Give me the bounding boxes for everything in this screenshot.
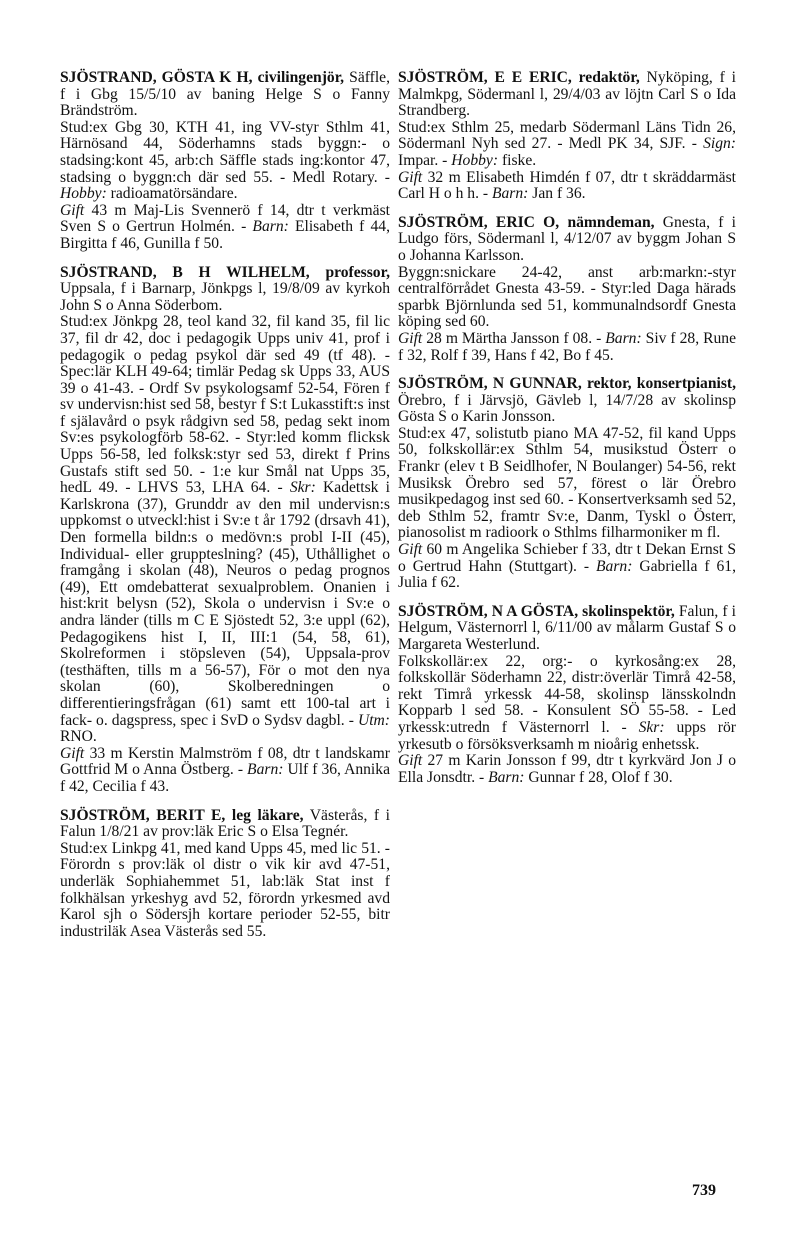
entry-paragraph bbox=[398, 331, 736, 364]
biography-entry bbox=[398, 215, 736, 364]
field-label: Gift bbox=[60, 201, 85, 219]
entry-paragraph bbox=[398, 265, 736, 331]
field-label: Barn: bbox=[596, 557, 633, 575]
entry-text: Folkskollär:ex 22, org:- o kyrkosång:ex 28, folkskollär Söderhamn 22, distr:överlär Timrå 42-58, rekt Timrå yrkessk 44-58, skolinsp länsskolndn Kopparb l sed 58. - Konsulent SÖ 55-58. - Led yrkessk:utredn f Västernorrl l. - bbox=[398, 652, 736, 736]
entry-text: Stud:ex 47, solistutb piano MA 47-52, fil kand Upps 50, folkskollär:ex Sthlm 54, musikstud Österr o Frankr (elev t B Seidlhofer, N Boulanger) 54-56, rekt Musiksk Örebro sed 57, förest o lär Örebro musikpedagog inst sed 60. - Konsertverksamh sed 52, deb Sthlm 52, framtr Sv:e, Danm, Tyskl o Österr, pianosolist m radioork o Sthlms filharmoniker m fl. bbox=[398, 424, 736, 542]
entry-heading-paragraph bbox=[60, 265, 390, 315]
entry-name-heading: SJÖSTRÖM, BERIT E, leg läkare, bbox=[60, 806, 304, 824]
entry-name-heading: SJÖSTRÖM, E E ERIC, redaktör, bbox=[398, 69, 640, 86]
entry-name-heading: SJÖSTRAND, B H WILHELM, professor, bbox=[60, 263, 390, 281]
entry-text: Nyköping, f i Malmkpg, Södermanl l, 29/4/03 av löjtn Carl S o Ida Strandberg. bbox=[398, 69, 736, 120]
biography-entry bbox=[60, 265, 390, 796]
entry-paragraph bbox=[60, 120, 390, 203]
entry-heading-paragraph bbox=[398, 215, 736, 265]
entry-text: 43 m Maj-Lis Svennerö f 14, dtr t verkmäst Sven S o Gertrun Holmén. - bbox=[60, 201, 390, 236]
entry-text: Gnesta, f i Ludgo förs, Södermanl l, 4/12/07 av byggm Johan S o Johanna Karlsson. bbox=[398, 213, 736, 264]
entry-name-heading: SJÖSTRÖM, ERIC O, nämndeman, bbox=[398, 213, 655, 231]
entry-text: Byggn:snickare 24-42, anst arb:markn:-styr centralförrådet Gnesta 43-59. - Styr:led Daga härads sparbk Björnlunda sed 51, kommunalndsordf Gnesta köping sed 60. bbox=[398, 263, 736, 331]
entry-paragraph bbox=[398, 654, 736, 754]
entry-text: Siv f 28, Rune f 32, Rolf f 39, Hans f 42, Bo f 45. bbox=[398, 329, 737, 364]
entry-paragraph bbox=[398, 542, 736, 592]
field-label: Hobby: bbox=[60, 185, 107, 203]
biography-entry bbox=[398, 70, 736, 203]
entry-paragraph bbox=[60, 314, 390, 745]
entry-text: 33 m Kerstin Malmström f 08, dtr t landskamr Gottfrid M o Anna Östberg. - bbox=[60, 744, 390, 779]
entry-text: 28 m Märtha Jansson f 08. - bbox=[422, 329, 606, 347]
entry-heading-paragraph bbox=[398, 70, 736, 120]
entry-text: radioamatörsändare. bbox=[106, 185, 238, 203]
entry-text: Gunnar f 28, Olof f 30. bbox=[524, 768, 673, 786]
entry-text: Impar. - bbox=[398, 151, 452, 169]
entry-name-heading: SJÖSTRAND, GÖSTA K H, civilingenjör, bbox=[60, 69, 345, 86]
field-label: Barn: bbox=[247, 761, 284, 779]
field-label: Barn: bbox=[605, 329, 642, 347]
entry-text: 32 m Elisabeth Himdén f 07, dtr t skräddarmäst Carl H o h h. - bbox=[398, 168, 736, 203]
entry-text: fiske. bbox=[498, 151, 537, 169]
entry-text: Uppsala, f i Barnarp, Jönkpgs l, 19/8/09 av kyrkoh John S o Anna Söderbom. bbox=[60, 280, 390, 314]
entry-text: upps rör yrkesutb o försöksverksamh m nioårig enhetssk. bbox=[398, 718, 736, 753]
entry-text: Örebro, f i Järvsjö, Gävleb l, 14/7/28 av skolinsp Gösta S o Karin Jonsson. bbox=[398, 391, 736, 426]
biography-entry bbox=[60, 808, 390, 941]
entry-text: 60 m Angelika Schieber f 33, dtr t Dekan Ernst S o Gertrud Hahn (Stuttgart). - bbox=[398, 541, 736, 575]
entry-text: Kadettsk i Karlskrona (37), Grunddr av den mil undervisn:s uppkomst o utveckl:hist i Sv:e t år 1792 (drsavh 41), Den formella bildn:s o medövn:s probl I-II (45), Individual- eller gruppteslning? (45), Uthållighet o framgång i skolan (48), Neuros o pedag prognos (49), Ett omdebatterat sexualproblem. Onanien i hist:krit belysn (52), Skola o undervisn i Sv:e o andra länder (tills m C E Sjöstedt 52, 3:e uppl (62), Pedagogikens hist I, II, III:1 (54, 58, 61), Skolreformen i stöpsleven (54), Uppsala-prov (testhäften, tills m a 56-57), För o mot den nya skolan (60), Skolberedningen o differentieringsfrågan (61) samt ett 100-tal art i fack- o. dagspress, spec i SvD o Sydsv dagbl. - bbox=[60, 479, 390, 729]
entry-text: Västerås, f i Falun 1/8/21 av prov:läk Eric S o Elsa Tegnér. bbox=[60, 806, 390, 841]
entry-paragraph bbox=[60, 746, 390, 796]
field-label: Utm: bbox=[357, 711, 390, 729]
field-label: Sign: bbox=[703, 135, 736, 153]
left-column bbox=[60, 70, 390, 952]
entry-text: Ulf f 36, Annika f 42, Cecilia f 43. bbox=[60, 761, 390, 795]
entry-text: Falun, f i Helgum, Västernorrl l, 6/11/00 av målarm Gustaf S o Margareta Westerlund. bbox=[398, 602, 737, 653]
entry-text: 27 m Karin Jonsson f 99, dtr t kyrkvärd Jon J o Ella Jonsdtr. - bbox=[398, 752, 736, 786]
field-label: Hobby: bbox=[451, 151, 499, 169]
page-number: 739 bbox=[692, 1182, 716, 1199]
entry-paragraph bbox=[60, 841, 390, 941]
entry-text: RNO. bbox=[60, 728, 97, 746]
entry-text: Elisabeth f 44, Birgitta f 46, Gunilla f 50. bbox=[60, 218, 390, 252]
entry-text: Stud:ex Jönkpg 28, teol kand 32, fil kand 35, fil lic 37, fil dr 42, doc i pedagogik Upps univ 41, prof i pedagogik o pedag psykol där sed 49 (tf 48). - Spec:lär KLH 49-64; timlär Pedag sk Upps 33, AUS 39 o 41-43. - Ordf Sv psykologsamf 52-54, Fören f sv undervisn:hist sed 58, bestyr f S:t Lukasstift:s inst f själavård o psyk rådgivn sed 58, pedag sekt inom Sv:es psykologförb 58-62. - Styr:led komm flicksk Upps 56-58, led folksk:styr sed 53, direkt f Prins Gustafs stift sed 50. - 1:e kur Smål nat Upps 35, hedL 49. - LHVS 53, LHA 64. - bbox=[60, 313, 390, 497]
entry-text: Säffle, f i Gbg 15/5/10 av baning Helge S o Fanny Brändström. bbox=[60, 69, 391, 120]
biography-entry bbox=[398, 376, 736, 592]
entry-heading-paragraph bbox=[398, 604, 736, 654]
entry-text: Jan f 36. bbox=[528, 185, 586, 203]
entry-paragraph bbox=[398, 170, 736, 203]
biography-entry bbox=[398, 604, 736, 787]
field-label: Barn: bbox=[491, 185, 529, 203]
entry-paragraph bbox=[60, 203, 390, 253]
field-label: Gift bbox=[398, 329, 423, 347]
field-label: Gift bbox=[398, 541, 423, 559]
entry-heading-paragraph bbox=[398, 376, 736, 426]
field-label: Skr: bbox=[638, 718, 665, 736]
field-label: Skr: bbox=[289, 479, 316, 497]
entry-name-heading: SJÖSTRÖM, N GUNNAR, rektor, konsertpianist, bbox=[398, 375, 736, 393]
field-label: Barn: bbox=[488, 768, 525, 786]
field-label: Barn: bbox=[252, 218, 289, 236]
right-column bbox=[398, 70, 736, 798]
biography-entry bbox=[60, 70, 390, 253]
entry-heading-paragraph bbox=[60, 70, 390, 120]
entry-text: Stud:ex Linkpg 41, med kand Upps 45, med lic 51. - Förordn s prov:läk ol distr o vik kir avd 47-51, underläk Sophiahemmet 51, lab:läk Stat inst f folkhälsan yrkeshyg avd 52, förordn yrkesmed avd Karol sjh o Södersjh kortare perioder 52-55, bitr industriläk Asea Västerås sed 55. bbox=[60, 839, 390, 940]
field-label: Gift bbox=[398, 168, 423, 186]
entry-paragraph bbox=[398, 426, 736, 542]
entry-text: Gabriella f 61, Julia f 62. bbox=[398, 557, 736, 592]
entry-paragraph bbox=[398, 753, 736, 786]
entry-heading-paragraph bbox=[60, 808, 390, 841]
entry-paragraph bbox=[398, 120, 736, 170]
entry-name-heading: SJÖSTRÖM, N A GÖSTA, skolinspektör, bbox=[398, 602, 675, 620]
entry-text: Stud:ex Sthlm 25, medarb Södermanl Läns Tidn 26, Södermanl Nyh sed 27. - Medl PK 34, SJF. - bbox=[398, 118, 736, 153]
entry-text: Stud:ex Gbg 30, KTH 41, ing VV-styr Sthlm 41, Härnösand 44, Söderhamns stads byggn:- o stadsing:kont 45, arb:ch Säffle stads ing:kontor 47, stadsing o byggn:ch där sed 55. - Medl Rotary. - bbox=[60, 118, 390, 186]
field-label: Gift bbox=[60, 744, 85, 762]
field-label: Gift bbox=[398, 752, 423, 770]
